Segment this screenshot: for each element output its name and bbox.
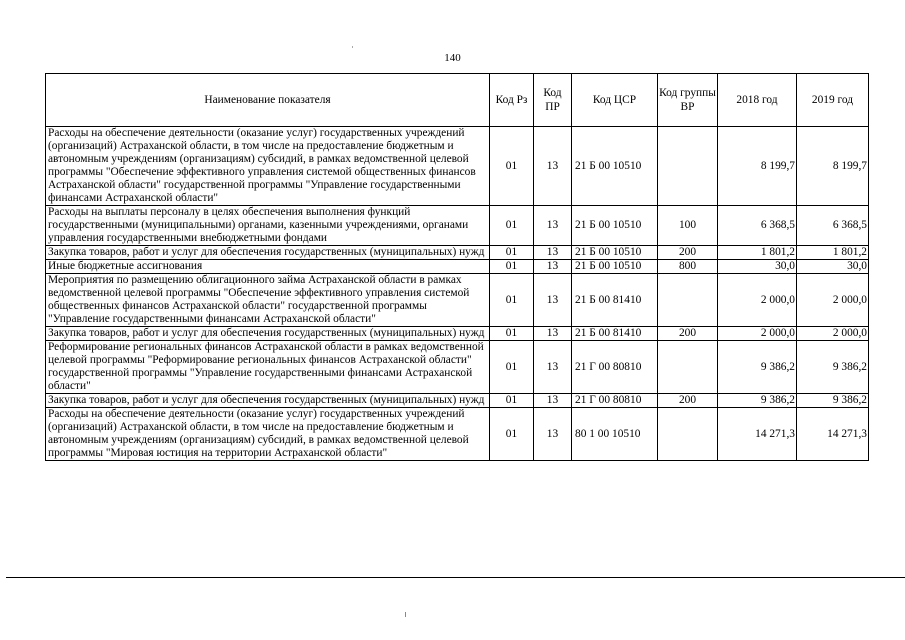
cell-name: Расходы на обеспечение деятельности (оказание услуг) государственных учреждений (организаций) Астраханской области, в том числе на предоставление бюджетным и автономным учреждениям (организациям) субсидий, в рамках ведомственной целевой программы "Обеспечение эффективного управления системой общественных финансов Астраханской области" государственной программы "Управление государственными финансами Астраханской области" bbox=[46, 127, 490, 206]
cell-name: Мероприятия по размещению облигационного займа Астраханской области в рамках ведомственной целевой программы "Обеспечение эффективного управления системой общественных финансов Астраханской области" государственной программы "Управление государственными финансами Астраханской области" bbox=[46, 274, 490, 327]
cell-2018: 1 801,2 bbox=[718, 246, 797, 260]
cell-pr: 13 bbox=[534, 246, 572, 260]
cell-2018: 2 000,0 bbox=[718, 274, 797, 327]
cell-rz: 01 bbox=[490, 260, 534, 274]
cell-vr: 800 bbox=[658, 260, 718, 274]
cell-csr: 21 Б 00 10510 bbox=[572, 127, 658, 206]
cell-csr: 21 Б 00 10510 bbox=[572, 260, 658, 274]
cell-2019: 8 199,7 bbox=[797, 127, 869, 206]
cell-vr: 100 bbox=[658, 206, 718, 246]
cell-csr: 21 Б 00 81410 bbox=[572, 274, 658, 327]
cell-vr bbox=[658, 408, 718, 461]
cell-2018: 2 000,0 bbox=[718, 327, 797, 341]
cell-2019: 9 386,2 bbox=[797, 341, 869, 394]
cell-name: Расходы на обеспечение деятельности (оказание услуг) государственных учреждений (организаций) Астраханской области, в том числе на предоставление бюджетным и автономным учреждениям (организациям) субсидий, в рамках ведомственной целевой программы "Мировая юстиция на территории Астраханской области" bbox=[46, 408, 490, 461]
cell-pr: 13 bbox=[534, 408, 572, 461]
cell-rz: 01 bbox=[490, 206, 534, 246]
cell-pr: 13 bbox=[534, 394, 572, 408]
table-row bbox=[46, 341, 869, 394]
cell-2018: 6 368,5 bbox=[718, 206, 797, 246]
cell-csr: 21 Б 00 10510 bbox=[572, 246, 658, 260]
table-header-row bbox=[46, 74, 869, 127]
cell-name: Иные бюджетные ассигнования bbox=[46, 260, 490, 274]
cell-vr: 200 bbox=[658, 327, 718, 341]
cell-vr bbox=[658, 274, 718, 327]
cell-rz: 01 bbox=[490, 327, 534, 341]
cell-csr: 21 Г 00 80810 bbox=[572, 394, 658, 408]
cell-rz: 01 bbox=[490, 246, 534, 260]
cell-name: Закупка товаров, работ и услуг для обеспечения государственных (муниципальных) нужд bbox=[46, 327, 490, 341]
table-row bbox=[46, 206, 869, 246]
cell-2019: 9 386,2 bbox=[797, 394, 869, 408]
cell-2018: 9 386,2 bbox=[718, 341, 797, 394]
cell-name: Расходы на выплаты персоналу в целях обеспечения выполнения функций государственными (муниципальными) органами, казенными учреждениями, органами управления государственными внебюджетными фондами bbox=[46, 206, 490, 246]
cell-2018: 8 199,7 bbox=[718, 127, 797, 206]
table-row bbox=[46, 127, 869, 206]
strike-through-line bbox=[6, 577, 905, 578]
cell-csr: 21 Г 00 80810 bbox=[572, 341, 658, 394]
scan-mark bbox=[405, 612, 406, 617]
cell-csr: 21 Б 00 81410 bbox=[572, 327, 658, 341]
header-2018: 2018 год bbox=[718, 74, 797, 127]
table-row bbox=[46, 260, 869, 274]
cell-pr: 13 bbox=[534, 341, 572, 394]
header-pr: Код ПР bbox=[534, 74, 572, 127]
cell-rz: 01 bbox=[490, 341, 534, 394]
cell-pr: 13 bbox=[534, 206, 572, 246]
cell-2019: 2 000,0 bbox=[797, 327, 869, 341]
cell-pr: 13 bbox=[534, 127, 572, 206]
cell-pr: 13 bbox=[534, 260, 572, 274]
cell-2019: 1 801,2 bbox=[797, 246, 869, 260]
cell-vr: 200 bbox=[658, 246, 718, 260]
table-row bbox=[46, 327, 869, 341]
cell-vr bbox=[658, 127, 718, 206]
budget-table bbox=[45, 73, 869, 461]
cell-csr: 21 Б 00 10510 bbox=[572, 206, 658, 246]
cell-vr: 200 bbox=[658, 394, 718, 408]
header-rz: Код Рз bbox=[490, 74, 534, 127]
cell-2019: 6 368,5 bbox=[797, 206, 869, 246]
cell-rz: 01 bbox=[490, 274, 534, 327]
header-name: Наименование показателя bbox=[46, 74, 490, 127]
table-row bbox=[46, 274, 869, 327]
cell-2019: 2 000,0 bbox=[797, 274, 869, 327]
table-row bbox=[46, 246, 869, 260]
cell-vr bbox=[658, 341, 718, 394]
cell-2018: 9 386,2 bbox=[718, 394, 797, 408]
page-number: 140 bbox=[444, 52, 461, 64]
cell-rz: 01 bbox=[490, 408, 534, 461]
cell-2018: 14 271,3 bbox=[718, 408, 797, 461]
cell-pr: 13 bbox=[534, 327, 572, 341]
table-row bbox=[46, 394, 869, 408]
cell-2018: 30,0 bbox=[718, 260, 797, 274]
header-vr: Код группы ВР bbox=[658, 74, 718, 127]
cell-rz: 01 bbox=[490, 127, 534, 206]
cell-2019: 30,0 bbox=[797, 260, 869, 274]
header-csr: Код ЦСР bbox=[572, 74, 658, 127]
cell-name: Закупка товаров, работ и услуг для обеспечения государственных (муниципальных) нужд bbox=[46, 394, 490, 408]
cell-name: Реформирование региональных финансов Астраханской области в рамках ведомственной целевой программы "Реформирование региональных финансов Астраханской области" государственной программы "Управление государственными финансами Астраханской области" bbox=[46, 341, 490, 394]
cell-rz: 01 bbox=[490, 394, 534, 408]
header-2019: 2019 год bbox=[797, 74, 869, 127]
cell-pr: 13 bbox=[534, 274, 572, 327]
table-row bbox=[46, 408, 869, 461]
cell-2019: 14 271,3 bbox=[797, 408, 869, 461]
cell-csr: 80 1 00 10510 bbox=[572, 408, 658, 461]
scan-speck bbox=[352, 46, 353, 48]
cell-name: Закупка товаров, работ и услуг для обеспечения государственных (муниципальных) нужд bbox=[46, 246, 490, 260]
